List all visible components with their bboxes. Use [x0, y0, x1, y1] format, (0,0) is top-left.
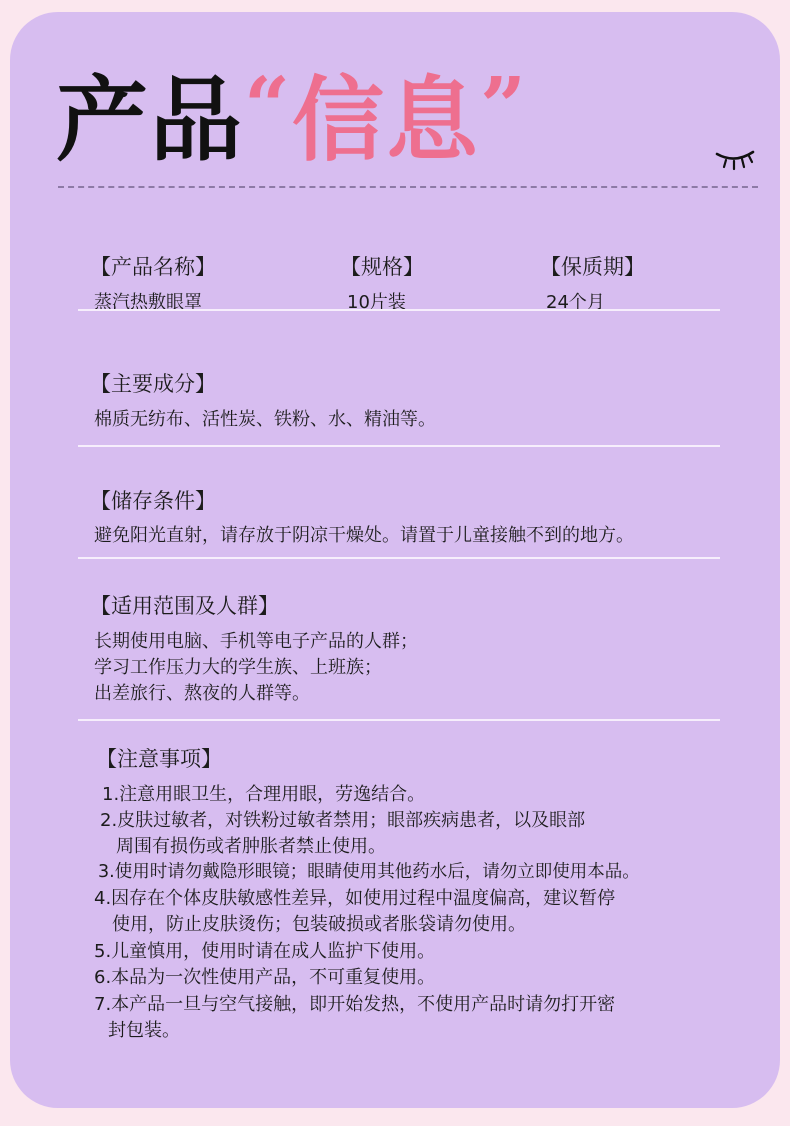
- audience-header: 【适用范围及人群】: [90, 594, 279, 618]
- note-line: 2.皮肤过敏者，对铁粉过敏者禁用；眼部疾病患者，以及眼部: [100, 810, 586, 831]
- ingredients-header: 【主要成分】: [90, 372, 216, 396]
- title-part-1: 产品: [56, 66, 245, 174]
- closed-eye-icon: [714, 148, 756, 172]
- divider: [78, 557, 720, 559]
- notes-header: 【注意事项】: [96, 747, 222, 771]
- note-line: 6.本品为一次性使用产品，不可重复使用。: [94, 967, 436, 988]
- storage-text: 避免阳光直射，请存放于阴凉干燥处。请置于儿童接触不到的地方。: [94, 525, 634, 546]
- divider: [78, 719, 720, 721]
- divider: [78, 309, 720, 311]
- storage-header: 【储存条件】: [90, 489, 216, 513]
- title-divider: [58, 186, 758, 188]
- note-line: 封包装。: [108, 1020, 180, 1041]
- spec-size-value: 10片装: [347, 292, 406, 313]
- note-line: 3.使用时请勿戴隐形眼镜；眼睛使用其他药水后，请勿立即使用本品。: [98, 862, 640, 882]
- title-quote-open: “: [244, 59, 293, 153]
- title-part-2: 信息: [292, 66, 481, 174]
- spec-size-header: 【规格】: [340, 255, 424, 279]
- note-line: 1.注意用眼卫生，合理用眼，劳逸结合。: [102, 784, 426, 805]
- ingredients-text: 棉质无纺布、活性炭、铁粉、水、精油等。: [94, 409, 436, 430]
- audience-line: 学习工作压力大的学生族、上班族；: [94, 657, 382, 678]
- title-quote-close: ”: [480, 59, 529, 153]
- audience-line: 长期使用电脑、手机等电子产品的人群；: [94, 631, 418, 652]
- audience-line: 出差旅行、熬夜的人群等。: [94, 683, 310, 704]
- product-name-header: 【产品名称】: [90, 255, 216, 279]
- shelf-life-header: 【保质期】: [540, 255, 645, 279]
- note-line: 使用，防止皮肤烫伤；包装破损或者胀袋请勿使用。: [112, 914, 526, 935]
- page-title: [56, 59, 529, 174]
- note-line: 7.本产品一旦与空气接触，即开始发热，不使用产品时请勿打开密: [94, 994, 616, 1015]
- note-line: 周围有损伤或者肿胀者禁止使用。: [116, 836, 386, 857]
- note-line: 4.因存在个体皮肤敏感性差异，如使用过程中温度偏高，建议暂停: [94, 888, 616, 909]
- divider: [78, 445, 720, 447]
- note-line: 5.儿童慎用，使用时请在成人监护下使用。: [94, 941, 436, 962]
- shelf-life-value: 24个月: [546, 292, 605, 313]
- product-name-value: 蒸汽热敷眼罩: [94, 292, 202, 313]
